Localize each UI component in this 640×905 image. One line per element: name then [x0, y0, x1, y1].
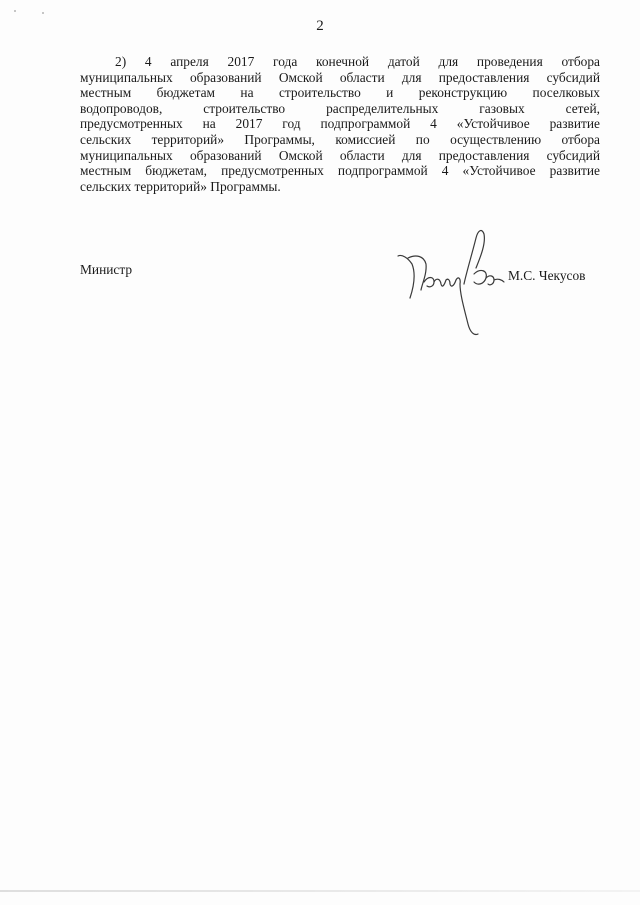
paragraph-line: предусмотренных на 2017 год подпрограммой 4 «Устойчивое развитие — [80, 116, 600, 132]
paragraph-line: муниципальных образований Омской области для предоставления субсидий — [80, 69, 600, 85]
scan-artifact — [14, 10, 16, 12]
paragraph-line: 2) 4 апреля 2017 года конечной датой для проведения отбора — [115, 54, 600, 69]
page-number: 2 — [316, 18, 324, 34]
signatory-name: М.С. Чекусов — [508, 268, 586, 283]
paragraph-line: муниципальных образований Омской области для предоставления субсидий — [80, 147, 600, 163]
paragraph-line: местным бюджетам на строительство и реконструкцию поселковых — [80, 85, 600, 101]
body-paragraph — [80, 54, 600, 194]
paragraph-line: сельских территорий» Программы. — [80, 178, 281, 194]
scan-artifact — [42, 12, 44, 14]
handwritten-signature — [394, 224, 506, 340]
paragraph-line: местным бюджетам, предусмотренных подпрограммой 4 «Устойчивое развитие — [80, 163, 600, 179]
signatory-title: Министр — [80, 262, 133, 277]
scan-edge-line — [0, 890, 640, 892]
paragraph-line: сельских территорий» Программы, комиссией по осуществлению отбора — [80, 131, 600, 147]
paragraph-line: водопроводов, строительство распределительных газовых сетей, — [80, 100, 600, 116]
